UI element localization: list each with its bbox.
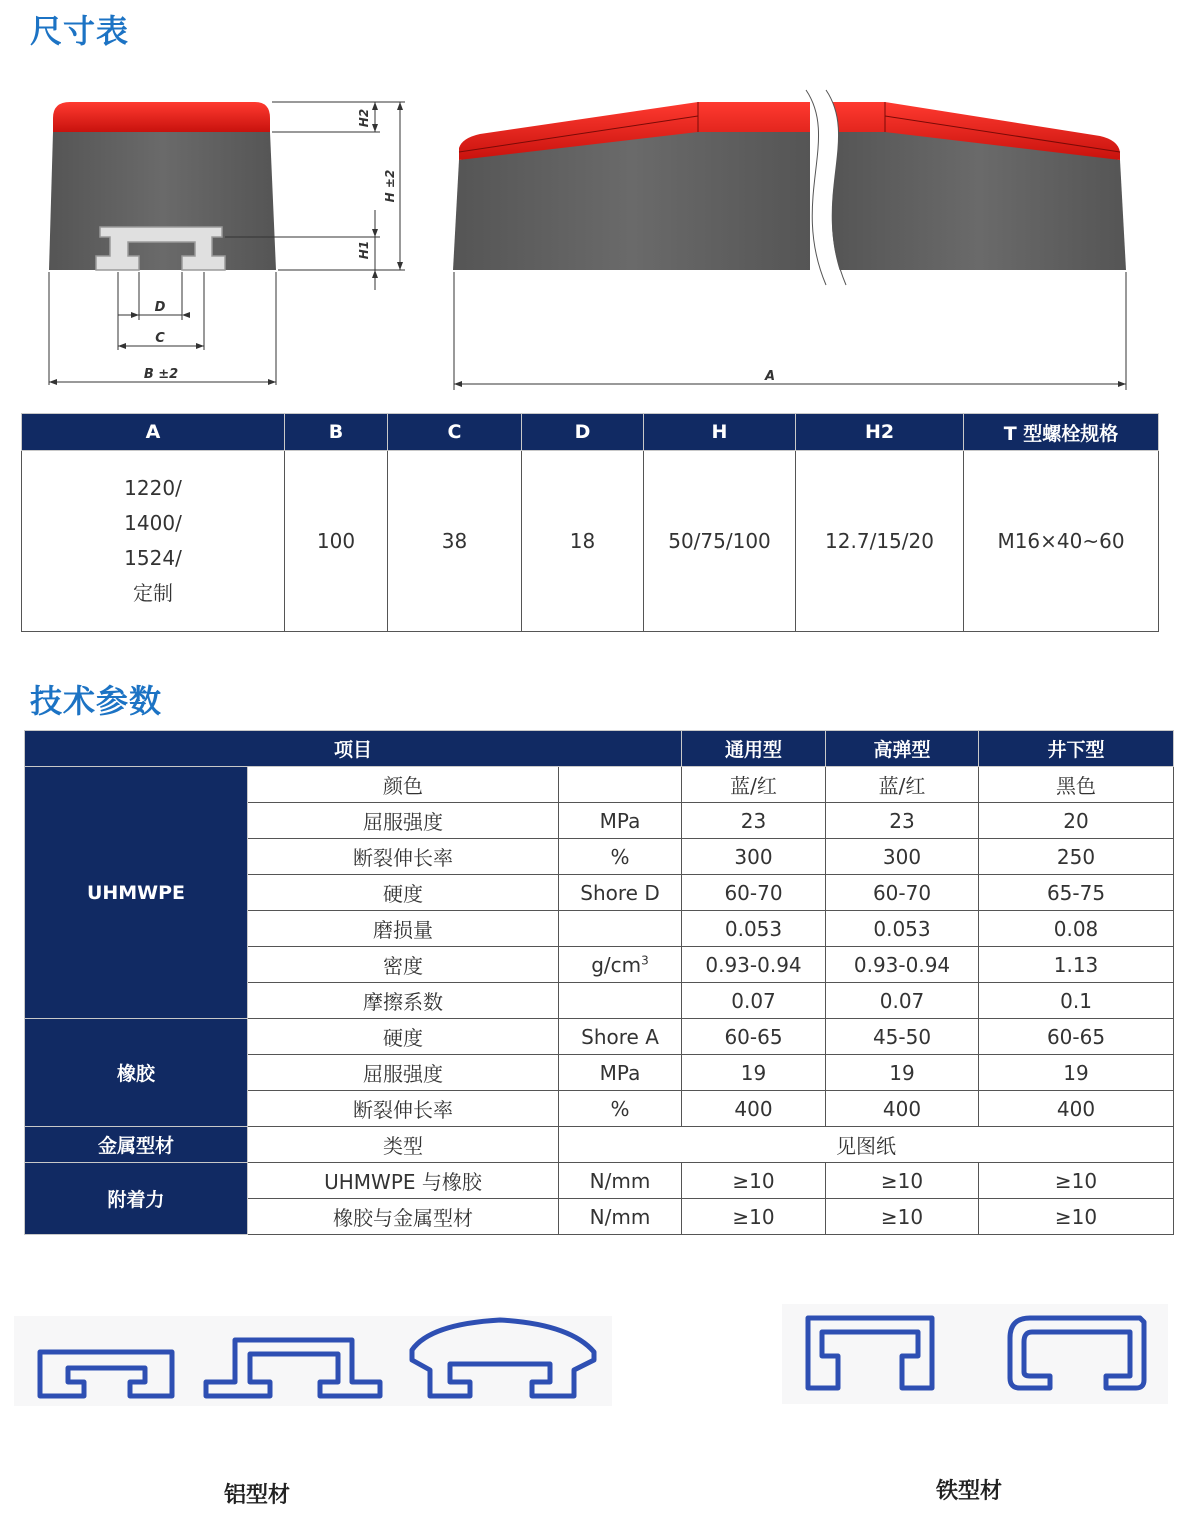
- row-name: 颜色: [248, 767, 559, 803]
- row-unit: [559, 983, 682, 1019]
- row-unit: N/mm: [559, 1163, 682, 1199]
- row-v2: ≥10: [826, 1199, 979, 1235]
- row-unit: [559, 947, 682, 983]
- row-name: 硬度: [248, 875, 559, 911]
- aluminum-caption: 铝型材: [224, 1483, 291, 1508]
- row-name: UHMWPE 与橡胶: [248, 1163, 559, 1199]
- dimensions-title: 尺寸表: [30, 12, 130, 50]
- row-v3: 20: [979, 803, 1174, 839]
- row-name: 硬度: [248, 1019, 559, 1055]
- row-unit: Shore D: [559, 875, 682, 911]
- cell-d: 18: [522, 451, 644, 632]
- label-a: A: [764, 369, 776, 384]
- row-v2: 蓝/红: [826, 767, 979, 803]
- dimension-diagram: [0, 60, 1200, 405]
- row-merged-value: 见图纸: [559, 1127, 1174, 1163]
- a-value: 1220/: [124, 476, 182, 500]
- label-h: H ±2: [383, 169, 397, 203]
- header-high-elastic: 高弹型: [826, 731, 979, 767]
- label-c: C: [155, 331, 165, 346]
- a-value: 1400/: [124, 511, 182, 535]
- row-v2: 0.053: [826, 911, 979, 947]
- dimension-table: [21, 413, 1159, 632]
- group-uhmwpe: UHMWPE: [25, 767, 248, 1019]
- row-v1: 23: [682, 803, 826, 839]
- row-v3: ≥10: [979, 1163, 1174, 1199]
- label-h2: H2: [357, 108, 371, 128]
- row-v1: 300: [682, 839, 826, 875]
- row-v3: ≥10: [979, 1199, 1174, 1235]
- row-v3: 0.08: [979, 911, 1174, 947]
- header-underground: 井下型: [979, 731, 1174, 767]
- row-v1: 0.053: [682, 911, 826, 947]
- row-v1: 19: [682, 1055, 826, 1091]
- header-h: H: [644, 414, 796, 451]
- cell-c: 38: [388, 451, 522, 632]
- row-v2: 0.07: [826, 983, 979, 1019]
- row-name: 摩擦系数: [248, 983, 559, 1019]
- cell-a: [22, 451, 285, 632]
- row-name: 类型: [248, 1127, 559, 1163]
- header-d: D: [522, 414, 644, 451]
- row-name: 断裂伸长率: [248, 839, 559, 875]
- row-unit: [559, 767, 682, 803]
- row-v3: 400: [979, 1091, 1174, 1127]
- a-value: 定制: [133, 581, 173, 605]
- row-unit: %: [559, 1091, 682, 1127]
- row-name: 密度: [248, 947, 559, 983]
- row-v1: 0.93-0.94: [682, 947, 826, 983]
- row-v2: 60-70: [826, 875, 979, 911]
- technical-title: 技术参数: [30, 682, 163, 720]
- row-name: 断裂伸长率: [248, 1091, 559, 1127]
- row-v2: 23: [826, 803, 979, 839]
- row-v1: 60-65: [682, 1019, 826, 1055]
- unit-superscript: 3: [641, 952, 649, 967]
- row-v2: 300: [826, 839, 979, 875]
- row-v2: 45-50: [826, 1019, 979, 1055]
- group-adhesion: 附着力: [25, 1163, 248, 1235]
- unit-text: g/cm: [591, 952, 642, 977]
- row-v3: 0.1: [979, 983, 1174, 1019]
- label-b: B ±2: [143, 367, 179, 382]
- row-unit: MPa: [559, 803, 682, 839]
- row-v3: 60-65: [979, 1019, 1174, 1055]
- row-v1: 蓝/红: [682, 767, 826, 803]
- cell-h: 50/75/100: [644, 451, 796, 632]
- header-bolt: T 型螺栓规格: [964, 414, 1159, 451]
- row-unit: Shore A: [559, 1019, 682, 1055]
- row-v3: 1.13: [979, 947, 1174, 983]
- label-h1: H1: [357, 240, 371, 260]
- technical-table: [24, 730, 1174, 1235]
- row-v1: 0.07: [682, 983, 826, 1019]
- table-row: [25, 1019, 1174, 1055]
- row-v1: 400: [682, 1091, 826, 1127]
- row-unit: MPa: [559, 1055, 682, 1091]
- cell-h2: 12.7/15/20: [796, 451, 964, 632]
- cell-b: 100: [285, 451, 388, 632]
- row-unit: [559, 911, 682, 947]
- row-v1: ≥10: [682, 1163, 826, 1199]
- header-item: 项目: [25, 731, 682, 767]
- row-name: 屈服强度: [248, 803, 559, 839]
- row-v2: 0.93-0.94: [826, 947, 979, 983]
- row-v2: 400: [826, 1091, 979, 1127]
- row-v2: ≥10: [826, 1163, 979, 1199]
- a-value: 1524/: [124, 546, 182, 570]
- header-a: A: [22, 414, 285, 451]
- row-v3: 65-75: [979, 875, 1174, 911]
- row-v1: 60-70: [682, 875, 826, 911]
- side-view: [453, 90, 1126, 285]
- table-row: [25, 1163, 1174, 1199]
- cell-bolt: M16×40~60: [964, 451, 1159, 632]
- header-h2: H2: [796, 414, 964, 451]
- row-v3: 黑色: [979, 767, 1174, 803]
- iron-caption: 铁型材: [936, 1479, 1003, 1504]
- row-name: 屈服强度: [248, 1055, 559, 1091]
- row-name: 橡胶与金属型材: [248, 1199, 559, 1235]
- row-v3: 19: [979, 1055, 1174, 1091]
- profile-illustrations: [0, 1300, 1200, 1430]
- row-name: 磨损量: [248, 911, 559, 947]
- header-general: 通用型: [682, 731, 826, 767]
- label-d: D: [154, 300, 166, 315]
- row-unit: %: [559, 839, 682, 875]
- row-v1: ≥10: [682, 1199, 826, 1235]
- table-row: [25, 1127, 1174, 1163]
- row-v3: 250: [979, 839, 1174, 875]
- header-b: B: [285, 414, 388, 451]
- table-row: [25, 767, 1174, 803]
- group-rubber: 橡胶: [25, 1019, 248, 1127]
- row-v2: 19: [826, 1055, 979, 1091]
- header-c: C: [388, 414, 522, 451]
- group-metal: 金属型材: [25, 1127, 248, 1163]
- row-unit: N/mm: [559, 1199, 682, 1235]
